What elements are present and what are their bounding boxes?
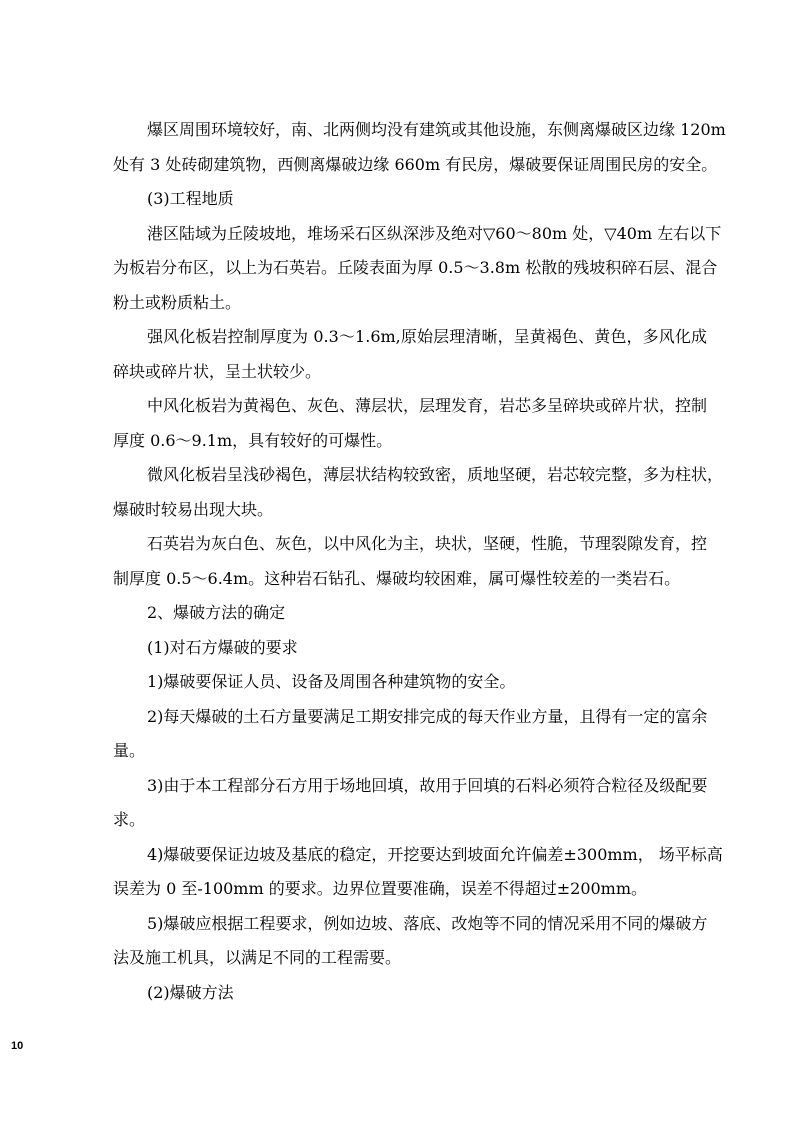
- paragraph: [113, 700, 707, 769]
- text-line: 5)爆破应根据工程要求，例如边坡、落底、改炮等不同的情况采用不同的爆破方: [147, 913, 708, 933]
- paragraph: [113, 527, 707, 596]
- text-line: 中风化板岩为黄褐色、灰色、薄层状，层理发育，岩芯多呈碎块或碎片状，控制: [147, 396, 708, 415]
- text-line: 微风化板岩呈浅砂褐色，薄层状结构较致密，质地坚硬，岩芯较完整，多为柱状，: [147, 465, 724, 484]
- text-line: 1)爆破要保证人员、设备及周围各种建筑物的安全。: [147, 672, 516, 691]
- paragraph: [113, 907, 707, 976]
- text-line: 石英岩为灰白色、灰色，以中风化为主，块状，坚硬，性脆，节理裂隙发育，控: [147, 534, 708, 553]
- text-line: 求。: [113, 810, 146, 829]
- text-line: 爆破时较易出现大块。: [113, 499, 274, 519]
- paragraph: [113, 665, 707, 700]
- text-line: 量。: [113, 741, 146, 760]
- paragraph: [113, 596, 707, 631]
- text-line: (2)爆破方法: [147, 982, 234, 1002]
- paragraph: [113, 320, 707, 389]
- text-line: 4)爆破要保证边坡及基底的稳定，开挖要达到坡面允许偏差±300mm， 场平标高: [147, 844, 723, 864]
- paragraph: [113, 217, 722, 321]
- text-line: 法及施工机具，以满足不同的工程需要。: [113, 948, 402, 967]
- text-line: 粉土或粉质粘土。: [113, 292, 242, 312]
- text-line: 误差为 0 至-100mm 的要求。边界位置要准确，误差不得超过±200mm。: [113, 879, 648, 898]
- text-line: 2、爆破方法的确定: [147, 603, 286, 622]
- text-line: 爆区周围环境较好，南、北两侧均没有建筑或其他设施，东侧离爆破区边缘 120m: [147, 120, 726, 139]
- text-line: 为板岩分布区，以上为石英岩。丘陵表面为厚 0.5～3.8m 松散的残坡积碎石层、混合: [113, 258, 718, 277]
- page-number: 10: [11, 1040, 24, 1052]
- text-line: 强风化板岩控制厚度为 0.3～1.6m,原始层理清晰，呈黄褐色、黄色，多风化成: [147, 327, 707, 346]
- text-line: 制厚度 0.5～6.4m。这种岩石钻孔、爆破均较困难，属可爆性较差的一类岩石。: [113, 568, 681, 588]
- paragraph: [113, 769, 707, 838]
- text-line: 碎块或碎片状，呈土状较少。: [113, 361, 322, 381]
- paragraph: [113, 838, 723, 907]
- text-line: 厚度 0.6～9.1m，具有较好的可爆性。: [113, 430, 393, 450]
- text-line: 2)每天爆破的土石方量要满足工期安排完成的每天作业方量，且得有一定的富余: [147, 706, 708, 726]
- paragraph: [113, 976, 707, 1011]
- paragraph: [113, 182, 707, 217]
- text-line: (1)对石方爆破的要求: [147, 637, 298, 657]
- text-line: 港区陆域为丘陵坡地，堆场采石区纵深涉及绝对▽60～80m 处，▽40m 左右以下: [147, 223, 722, 243]
- text-line: 3)由于本工程部分石方用于场地回填，故用于回填的石料必须符合粒径及级配要: [147, 775, 708, 795]
- text-line: 处有 3 处砖砌建筑物，西侧离爆破边缘 660m 有民房，爆破要保证周围民房的安全。: [113, 154, 718, 174]
- paragraph: [113, 389, 707, 458]
- document-body: [113, 113, 726, 1010]
- paragraph: [113, 113, 726, 182]
- text-line: (3)工程地质: [147, 189, 234, 208]
- paragraph: [113, 631, 707, 666]
- paragraph: [113, 458, 724, 527]
